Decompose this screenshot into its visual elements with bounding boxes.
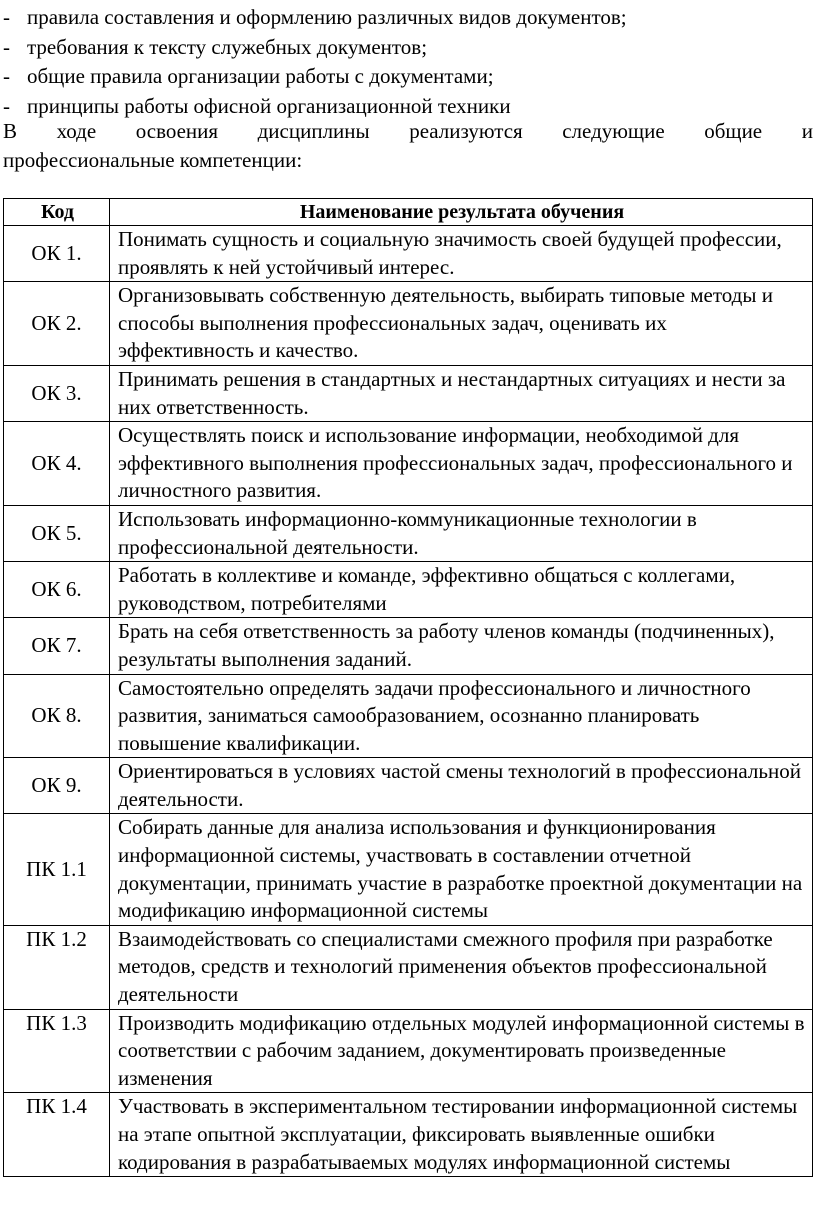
intro-word: реализуются: [409, 119, 523, 143]
table-row: [4, 422, 813, 506]
competency-code: ПК 1.1: [4, 814, 110, 925]
table-row: [4, 925, 813, 1009]
intro-line-1: [3, 117, 813, 146]
intro-word: общие: [704, 119, 763, 143]
competency-code: ОК 2.: [4, 282, 110, 366]
intro-word: следующие: [562, 119, 665, 143]
bullet-dash: -: [3, 93, 10, 118]
competency-code: ОК 5.: [4, 505, 110, 561]
bullet-dash: -: [3, 5, 10, 29]
header-code: Код: [4, 199, 110, 226]
list-item-text: требования к тексту служебных документов;: [27, 34, 428, 59]
table-row: [4, 365, 813, 421]
competency-code: ПК 1.3: [4, 1009, 110, 1093]
competency-name: Ориентироваться в условиях частой смены технологий в профессиональной деятельности.: [110, 758, 813, 814]
table-row: [4, 282, 813, 366]
competency-code: ОК 8.: [4, 674, 110, 758]
competency-code: ПК 1.2: [4, 925, 110, 1009]
list-item-text: принципы работы офисной организационной техники: [27, 93, 511, 118]
table-row: [4, 505, 813, 561]
intro-word: и: [801, 119, 813, 143]
table-row: [4, 674, 813, 758]
competency-name: Принимать решения в стандартных и нестандартных ситуациях и нести за них ответственность.: [110, 365, 813, 421]
competencies-table-wrap: [3, 198, 812, 1177]
competencies-table: [3, 198, 813, 1177]
bullet-dash: -: [3, 64, 10, 88]
list-item: [3, 3, 811, 33]
competency-name: Самостоятельно определять задачи профессионального и личностного развития, заниматься самообразованием, осознанно планировать повышение квалификации.: [110, 674, 813, 758]
competency-name: Использовать информационно-коммуникационные технологии в профессиональной деятельности.: [110, 505, 813, 561]
table-row: [4, 814, 813, 925]
bullet-dash: -: [3, 34, 10, 59]
intro-paragraph: [3, 117, 813, 175]
competency-name: Брать на себя ответственность за работу членов команды (подчиненных), результаты выполнения заданий.: [110, 618, 813, 674]
intro-word: В: [3, 119, 18, 143]
intro-word: освоения: [135, 119, 219, 143]
table-row: [4, 758, 813, 814]
table-row: [4, 226, 813, 282]
competency-code: ОК 3.: [4, 365, 110, 421]
table-row: [4, 1093, 813, 1177]
competency-code: ОК 1.: [4, 226, 110, 282]
table-header-row: [4, 199, 813, 226]
intro-word: дисциплины: [257, 119, 370, 143]
table-row: [4, 562, 813, 618]
competency-code: ОК 6.: [4, 562, 110, 618]
competency-name: Собирать данные для анализа использования и функционирования информационной системы, участвовать в составлении отчетной документации, принимать участие в разработке проектной документации на модификацию информационной системы: [110, 814, 813, 925]
competency-name: Понимать сущность и социальную значимость своей будущей профессии, проявлять к ней устойчивый интерес.: [110, 226, 813, 282]
competency-name: Взаимодействовать со специалистами смежного профиля при разработке методов, средств и технологий применения объектов профессиональной деятельности: [110, 925, 813, 1009]
competency-name: Осуществлять поиск и использование информации, необходимой для эффективного выполнения профессиональных задач, профессионального и личностного развития.: [110, 422, 813, 506]
table-row: [4, 1009, 813, 1093]
header-name: Наименование результата обучения: [110, 199, 813, 226]
list-item-text: общие правила организации работы с документами;: [27, 64, 494, 88]
requirements-list: [3, 3, 811, 121]
competency-name: Участвовать в экспериментальном тестировании информационной системы на этапе опытной эксплуатации, фиксировать выявленные ошибки кодирования в разрабатываемых модулях информационной системы: [110, 1093, 813, 1177]
competency-name: Производить модификацию отдельных модулей информационной системы в соответствии с рабочим заданием, документировать произведенные изменения: [110, 1009, 813, 1093]
competency-code: ОК 9.: [4, 758, 110, 814]
competency-code: ОК 7.: [4, 618, 110, 674]
intro-word: ходе: [56, 119, 97, 143]
competency-name: Работать в коллективе и команде, эффективно общаться с коллегами, руководством, потребителями: [110, 562, 813, 618]
competency-code: ОК 4.: [4, 422, 110, 506]
competency-name: Организовывать собственную деятельность, выбирать типовые методы и способы выполнения профессиональных задач, оценивать их эффективность и качество.: [110, 282, 813, 366]
list-item: [3, 33, 811, 63]
competency-code: ПК 1.4: [4, 1093, 110, 1177]
list-item-text: правила составления и оформлению различных видов документов;: [27, 5, 627, 29]
list-item: [3, 62, 811, 92]
table-row: [4, 618, 813, 674]
intro-line-2: профессиональные компетенции:: [3, 148, 303, 172]
